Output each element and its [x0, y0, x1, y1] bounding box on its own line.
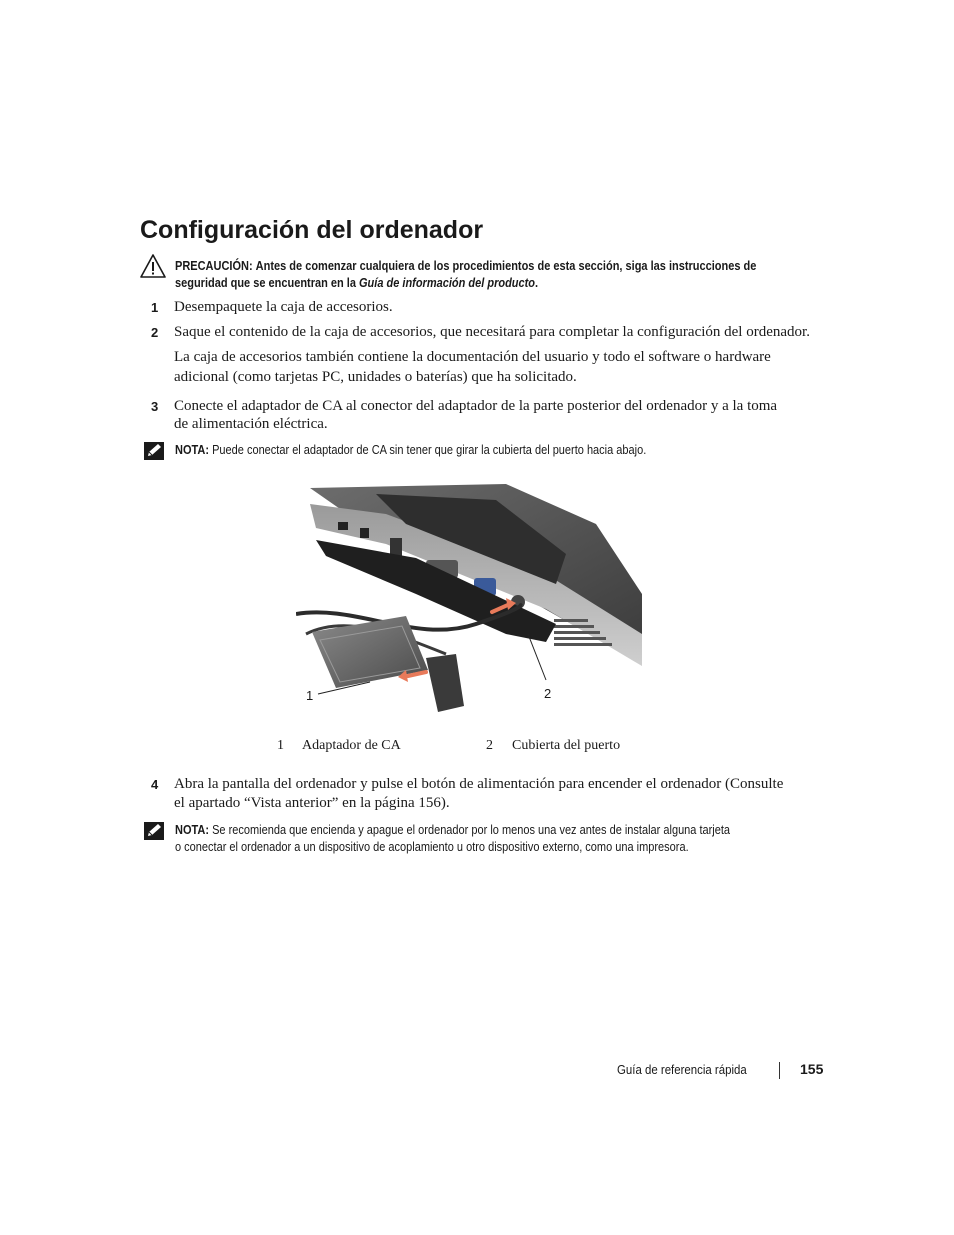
caution-label: PRECAUCIÓN: — [175, 259, 253, 273]
note-text: o conectar el ordenador a un dispositivo de acoplamiento u otro dispositivo externo, como una impresora. — [175, 840, 689, 854]
step-number: 1 — [151, 300, 159, 315]
laptop-ac-adapter-illustration — [296, 484, 646, 716]
page-number: 155 — [800, 1061, 824, 1077]
figure-callout-2: 2 — [544, 686, 552, 701]
note-label: NOTA: — [175, 443, 210, 457]
note-2-line-1 — [175, 822, 730, 839]
note-1 — [175, 442, 646, 459]
step-text: Desempaquete la caja de accesorios. — [174, 299, 393, 315]
step-text: Saque el contenido de la caja de accesorios, que necesitará para completar la configuración del ordenador. — [174, 324, 810, 340]
warning-icon — [140, 254, 166, 278]
caution-line-2 — [175, 275, 538, 292]
footer-separator — [779, 1062, 780, 1079]
footer-guide-title: Guía de referencia rápida — [617, 1062, 747, 1077]
caution-text-1: Antes de comenzar cualquiera de los procedimientos de esta sección, siga las instrucciones de — [255, 259, 757, 273]
step-number: 3 — [151, 399, 159, 414]
legend-number: 2 — [486, 738, 493, 753]
step-number: 2 — [151, 325, 159, 340]
caution-text-end: . — [535, 276, 539, 290]
legend-label: Cubierta del puerto — [512, 738, 621, 753]
step-number: 4 — [151, 777, 159, 792]
step-text: de alimentación eléctrica. — [174, 416, 328, 432]
figure-callout-1: 1 — [306, 688, 314, 703]
note-pencil-icon — [143, 821, 165, 841]
caution-guide-title: Guía de información del producto — [359, 276, 536, 290]
legend-number: 1 — [277, 738, 284, 753]
paragraph-line: La caja de accesorios también contiene la documentación del usuario y todo el software o hardware — [174, 349, 771, 365]
caution-text-2: seguridad que se encuentran en la — [175, 276, 360, 290]
step-text: Conecte el adaptador de CA al conector del adaptador de la parte posterior del ordenador y a la toma — [174, 398, 778, 414]
page-title: Configuración del ordenador — [140, 216, 484, 244]
paragraph-line: adicional (como tarjetas PC, unidades o baterías) que ha solicitado. — [174, 369, 577, 385]
legend-label: Adaptador de CA — [302, 738, 401, 753]
caution-line-1 — [175, 258, 756, 275]
note-text: Se recomienda que encienda y apague el ordenador por lo menos una vez antes de instalar alguna tarjeta — [212, 823, 731, 837]
note-label: NOTA: — [175, 823, 210, 837]
note-2-line-2 — [175, 839, 689, 856]
note-pencil-icon — [143, 441, 165, 461]
note-text: Puede conectar el adaptador de CA sin tener que girar la cubierta del puerto hacia abajo. — [212, 443, 647, 457]
step-text: Abra la pantalla del ordenador y pulse el botón de alimentación para encender el ordenador (Consulte — [174, 776, 784, 792]
step-text: el apartado “Vista anterior” en la página 156). — [174, 795, 450, 811]
